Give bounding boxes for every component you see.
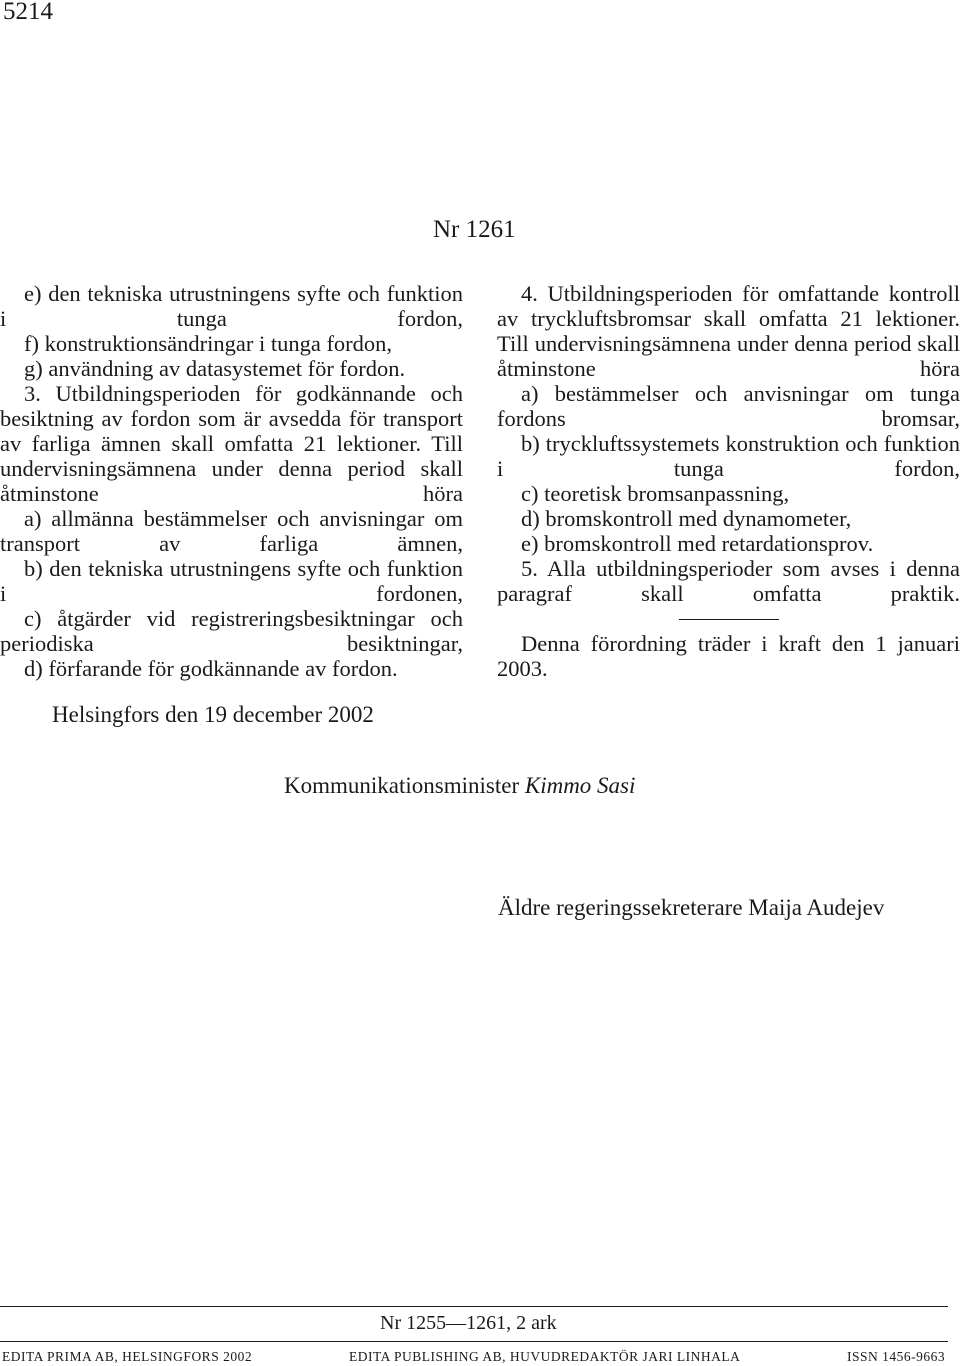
paragraph: g) användning av datasystemet för fordon. xyxy=(24,356,406,381)
paragraph: 3. Utbildningsperioden för godkännande och besiktning av fordon som är avsedda för transport av farliga ämnen skall omfatta 21 lektioner. Till undervisningsämnena under denna period skall åtminstone höra xyxy=(0,381,463,506)
dateline: Helsingfors den 19 december 2002 xyxy=(52,702,374,727)
footer-rule-top xyxy=(0,1306,948,1307)
series-info: Nr 1255—1261, 2 ark xyxy=(380,1312,557,1334)
paragraph: f) konstruktionsändringar i tunga fordon, xyxy=(24,331,393,356)
paragraph: 5. Alla utbildningsperioder som avses i denna paragraf skall omfatta praktik. xyxy=(497,556,960,606)
paragraph: a) bestämmelser och anvisningar om tunga fordons bromsar, xyxy=(497,381,960,431)
minister-signature xyxy=(284,773,635,799)
section-divider xyxy=(679,619,779,620)
paragraph: e) bromskontroll med retardationsprov. xyxy=(521,531,874,556)
page-number: 5214 xyxy=(3,0,53,25)
issn-info: ISSN 1456-9663 xyxy=(847,1349,946,1364)
paragraph: b) den tekniska utrustningens syfte och funktion i fordonen, xyxy=(0,556,463,606)
paragraph: c) åtgärder vid registreringsbesiktningar och periodiska besiktningar, xyxy=(0,606,463,656)
paragraph: e) den tekniska utrustningens syfte och funktion i tunga fordon, xyxy=(0,281,463,331)
publisher-info: EDITA PUBLISHING AB, HUVUDREDAKTÖR JARI LINHALA xyxy=(349,1349,741,1364)
right-column xyxy=(497,281,960,681)
decree-number: Nr 1261 xyxy=(433,216,516,243)
minister-title: Kommunikationsminister xyxy=(284,773,520,798)
footer-rule-bottom xyxy=(0,1341,948,1342)
left-column xyxy=(0,281,463,681)
paragraph: c) teoretisk bromsanpassning, xyxy=(521,481,790,506)
entry-into-force: Denna förordning träder i kraft den 1 januari 2003. xyxy=(497,631,960,681)
paragraph: 4. Utbildningsperioden för omfattande kontroll av tryckluftsbromsar skall omfatta 21 lektioner. Till undervisningsämnena under denna period skall åtminstone höra xyxy=(497,281,960,381)
paragraph: d) bromskontroll med dynamometer, xyxy=(521,506,852,531)
minister-name: Kimmo Sasi xyxy=(524,773,636,798)
secretary-signature: Äldre regeringssekreterare Maija Audejev xyxy=(498,895,885,920)
paragraph: d) förfarande för godkännande av fordon. xyxy=(24,656,398,681)
printer-info: EDITA PRIMA AB, HELSINGFORS 2002 xyxy=(2,1349,253,1364)
paragraph: a) allmänna bestämmelser och anvisningar om transport av farliga ämnen, xyxy=(0,506,463,556)
paragraph: b) tryckluftssystemets konstruktion och funktion i tunga fordon, xyxy=(497,431,960,481)
